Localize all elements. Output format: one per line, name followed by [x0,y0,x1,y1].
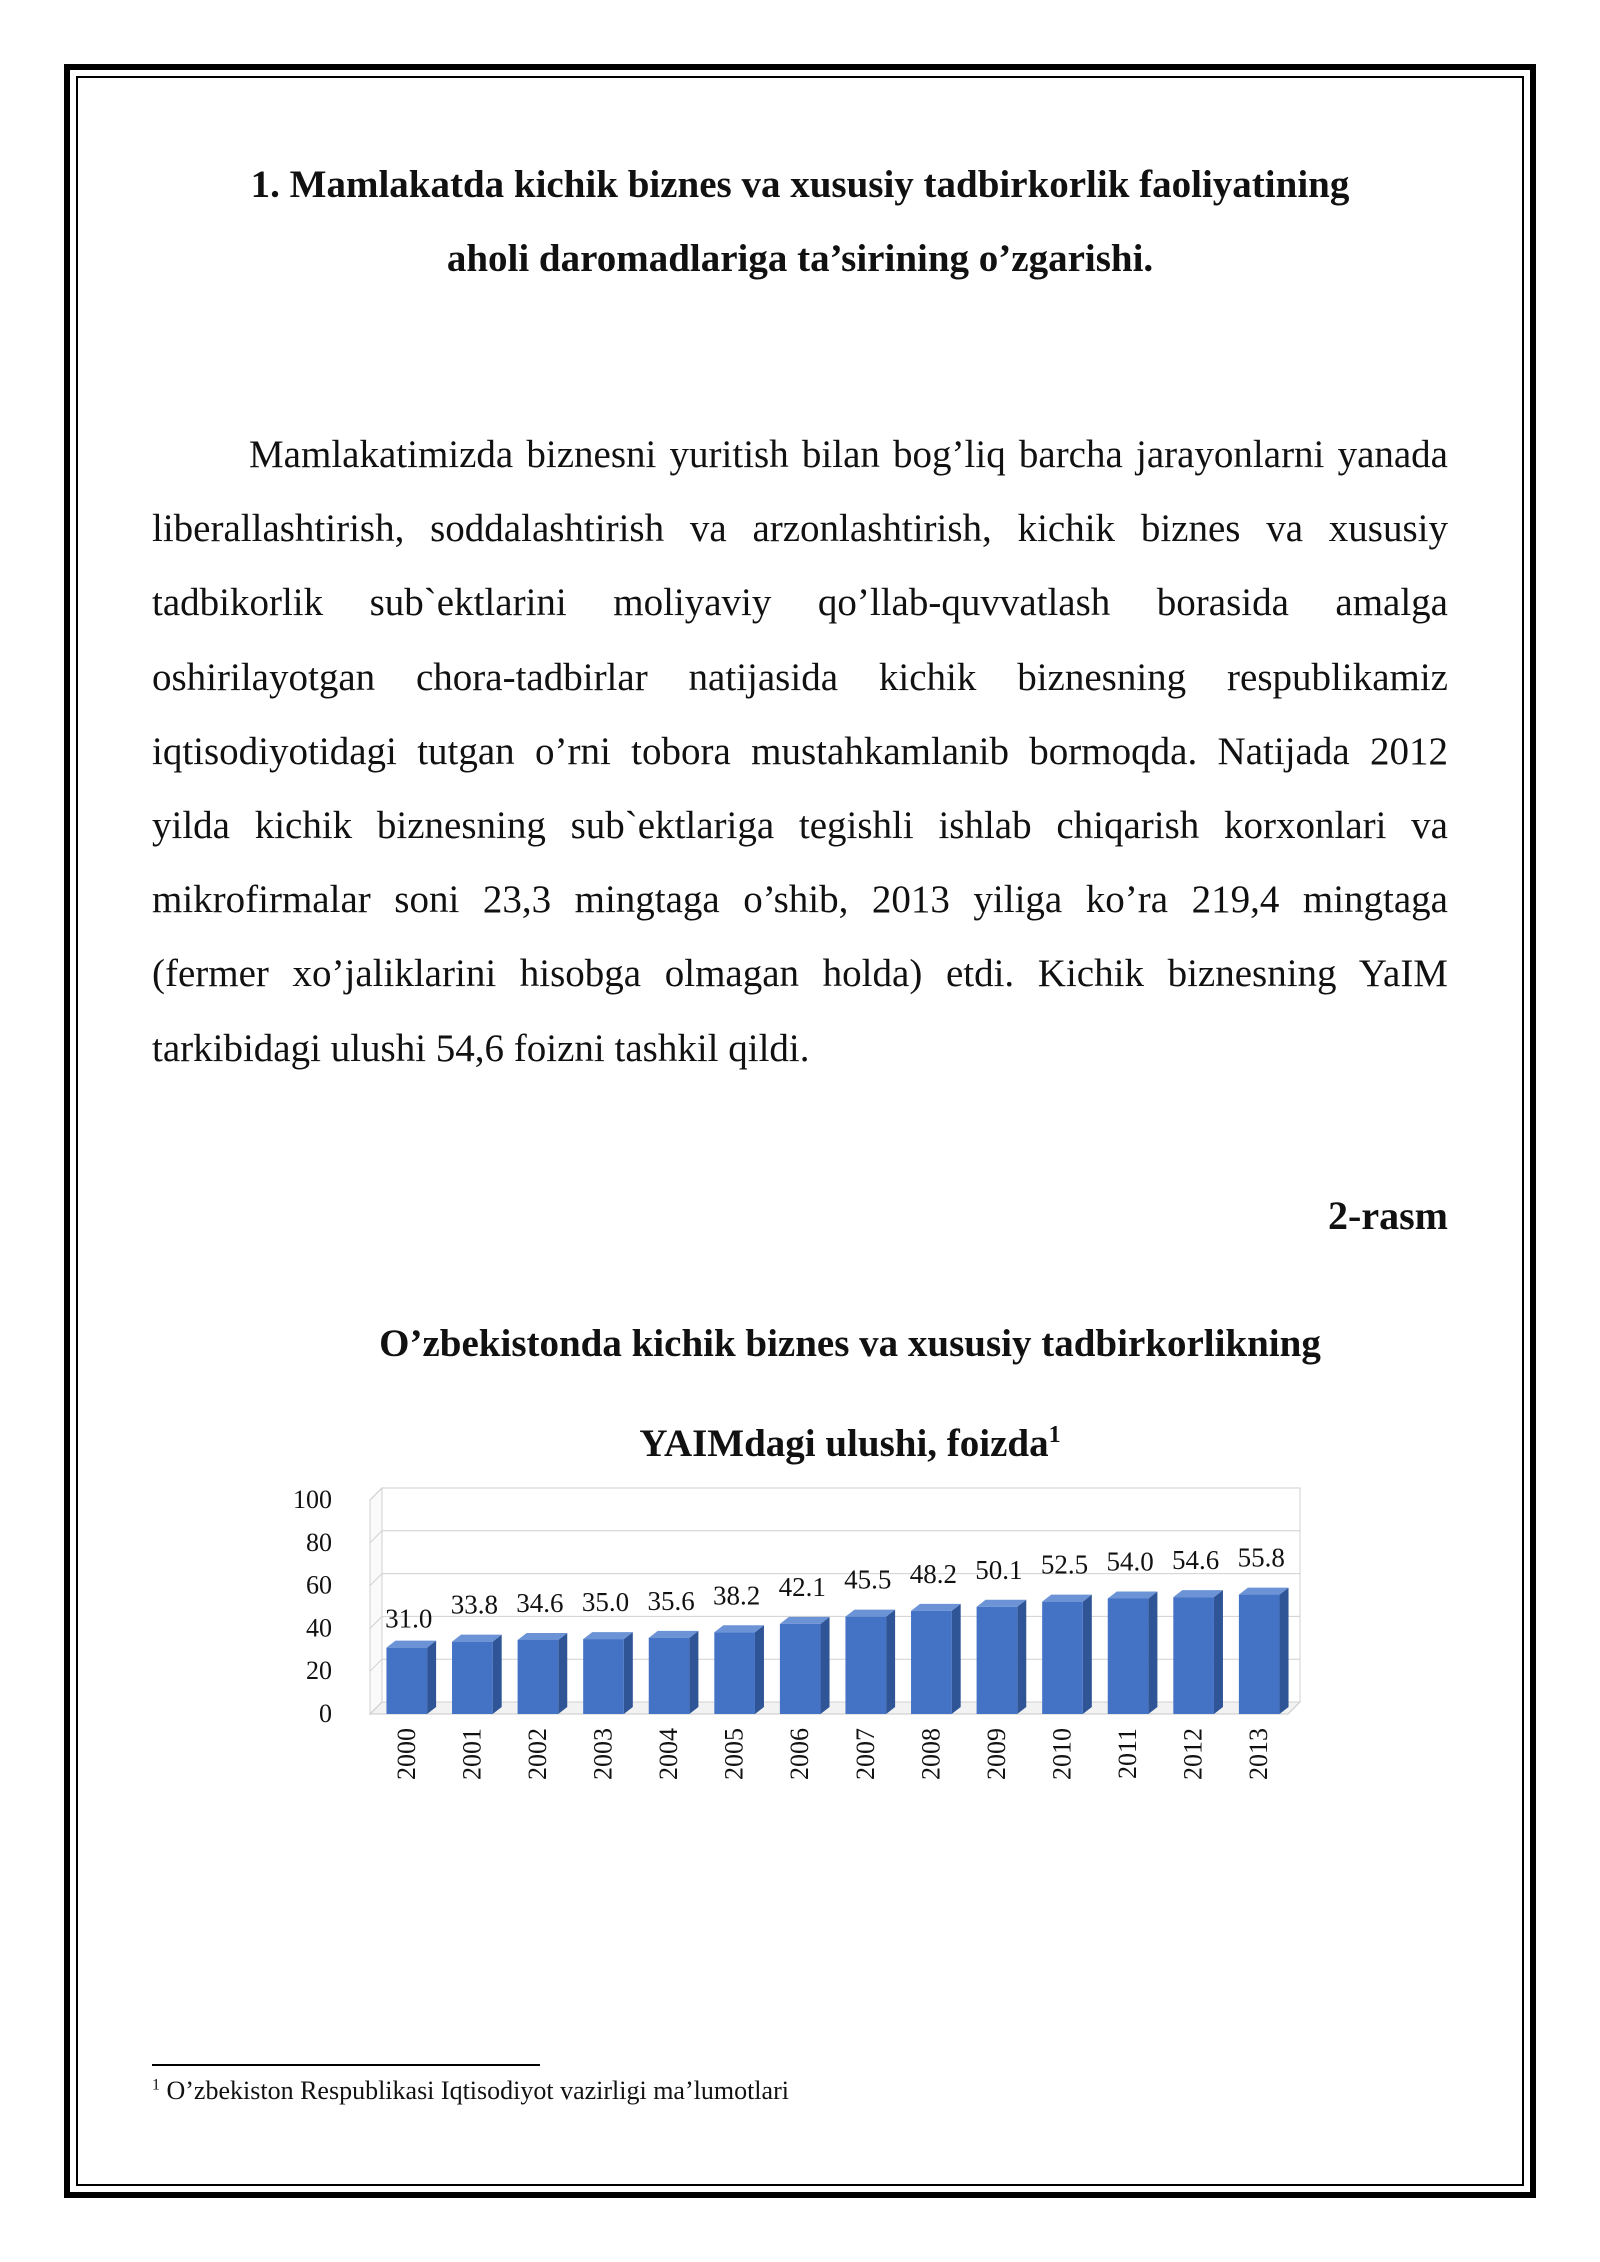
data-label: 54.6 [1172,1545,1220,1576]
bar-side [493,1635,502,1714]
chart-title [300,1294,1400,1494]
bar [583,1639,624,1714]
y-tick-label: 60 [306,1570,332,1600]
data-label: 33.8 [450,1589,498,1620]
bar-side [1214,1590,1223,1714]
bar [1173,1597,1214,1714]
x-tick-label: 2002 [522,1728,552,1780]
bar [977,1607,1018,1714]
body-paragraph: Mamlakatimizda biznesni yuritish bilan bog’liq barcha jarayonlarni yanada liberallashtirish, soddalashtirish va arzonlashtirish, kichik biznes va xususiy tadbikorlik sub`ektlarini moliyaviy qo’llab-quvvatlash borasida amalga oshirilayotgan chora-tadbirlar natijasida kichik biznesning respublikamiz iqtisodiyotidagi tutgan o’rni tobora mustahkamlanib bormoqda. Natijada 2012 yilda kichik biznesning sub`ektlariga tegishli ishlab chiqarish korxonlari va mikrofirmalar soni 23,3 mingtaga o’shib, 2013 yiliga ko’ra 219,4 mingtaga (fermer xo’jaliklarini hisobga olmagan holda) etdi. Kichik biznesning YaIM tarkibidagi ulushi 54,6 foizni tashkil qildi. [152,433,1448,1070]
x-tick-label: 2011 [1113,1728,1143,1780]
bar [518,1640,559,1714]
data-label: 54.0 [1106,1546,1154,1577]
data-label: 35.0 [581,1587,630,1618]
x-tick-label: 2001 [457,1728,487,1780]
bar [386,1648,427,1714]
bar-side [1017,1600,1026,1714]
bar-side [1148,1591,1157,1714]
data-label: 55.8 [1237,1542,1285,1573]
footnote-marker: 1 [152,2076,160,2094]
x-tick-label: 2013 [1244,1728,1274,1780]
chart-side-wall [370,1488,382,1714]
bar-side [558,1633,567,1714]
data-label: 34.6 [516,1587,564,1618]
bar [1042,1602,1083,1714]
x-tick-label: 2007 [850,1728,880,1780]
x-tick-label: 2012 [1178,1728,1208,1780]
chart-title-line-1: O’zbekistonda kichik biznes va xususiy tadbirkorlikning [379,1322,1321,1365]
data-label: 31.0 [385,1603,433,1634]
section-heading [152,148,1448,296]
bar [911,1611,952,1714]
x-tick-label: 2005 [719,1728,749,1780]
bar [1239,1595,1280,1714]
bar [845,1617,886,1714]
x-tick-label: 2004 [654,1728,684,1780]
data-label: 50.1 [975,1554,1023,1585]
section-heading-line-2: aholi daromadlariga ta’sirining o’zgarishi. [446,237,1154,280]
chart-title-line-2-text: YAIMdagi ulushi, foizda [639,1422,1049,1465]
x-tick-label: 2008 [916,1728,946,1780]
bar-side [689,1631,698,1714]
bar-side [624,1632,633,1714]
y-tick-label: 100 [293,1485,332,1514]
bar-side [427,1641,436,1714]
bar-side [1280,1588,1289,1714]
x-tick-label: 2006 [785,1728,815,1780]
bar-side [886,1610,895,1714]
data-label: 45.5 [844,1564,892,1595]
bar-chart [250,1470,1350,1820]
y-tick-label: 80 [306,1527,332,1557]
chart-title-footnote-marker: 1 [1048,1422,1061,1448]
bar [452,1642,493,1714]
x-tick-label: 2000 [391,1728,421,1780]
data-label: 38.2 [713,1580,761,1611]
chart-floor [370,1702,1300,1714]
section-heading-line-1: 1. Mamlakatda kichik biznes va xususiy tadbirkorlik faoliyatining [250,163,1350,206]
x-tick-label: 2010 [1047,1728,1077,1780]
bar-side [821,1617,830,1714]
data-label: 48.2 [909,1558,957,1589]
bar-side [1083,1595,1092,1714]
data-label: 52.5 [1040,1549,1089,1580]
bar [649,1638,690,1714]
footnote-text: O’zbekiston Respublikasi Iqtisodiyot vazirligi ma’lumotlari [160,2076,789,2105]
bar [1108,1598,1149,1714]
y-tick-label: 40 [306,1613,332,1643]
y-tick-label: 0 [319,1699,332,1728]
y-tick-label: 20 [306,1656,332,1686]
bar-side [952,1604,961,1714]
data-label: 42.1 [778,1571,826,1602]
figure-number: 2-rasm [1328,1193,1448,1238]
bar-side [755,1625,764,1714]
footnote-separator [152,2064,540,2066]
bar [780,1624,821,1714]
bar [714,1632,755,1714]
page-border-inner [76,76,1524,2186]
data-label: 35.6 [647,1585,695,1616]
x-tick-label: 2003 [588,1728,618,1780]
x-tick-label: 2009 [981,1728,1011,1780]
footnote [152,2076,789,2106]
